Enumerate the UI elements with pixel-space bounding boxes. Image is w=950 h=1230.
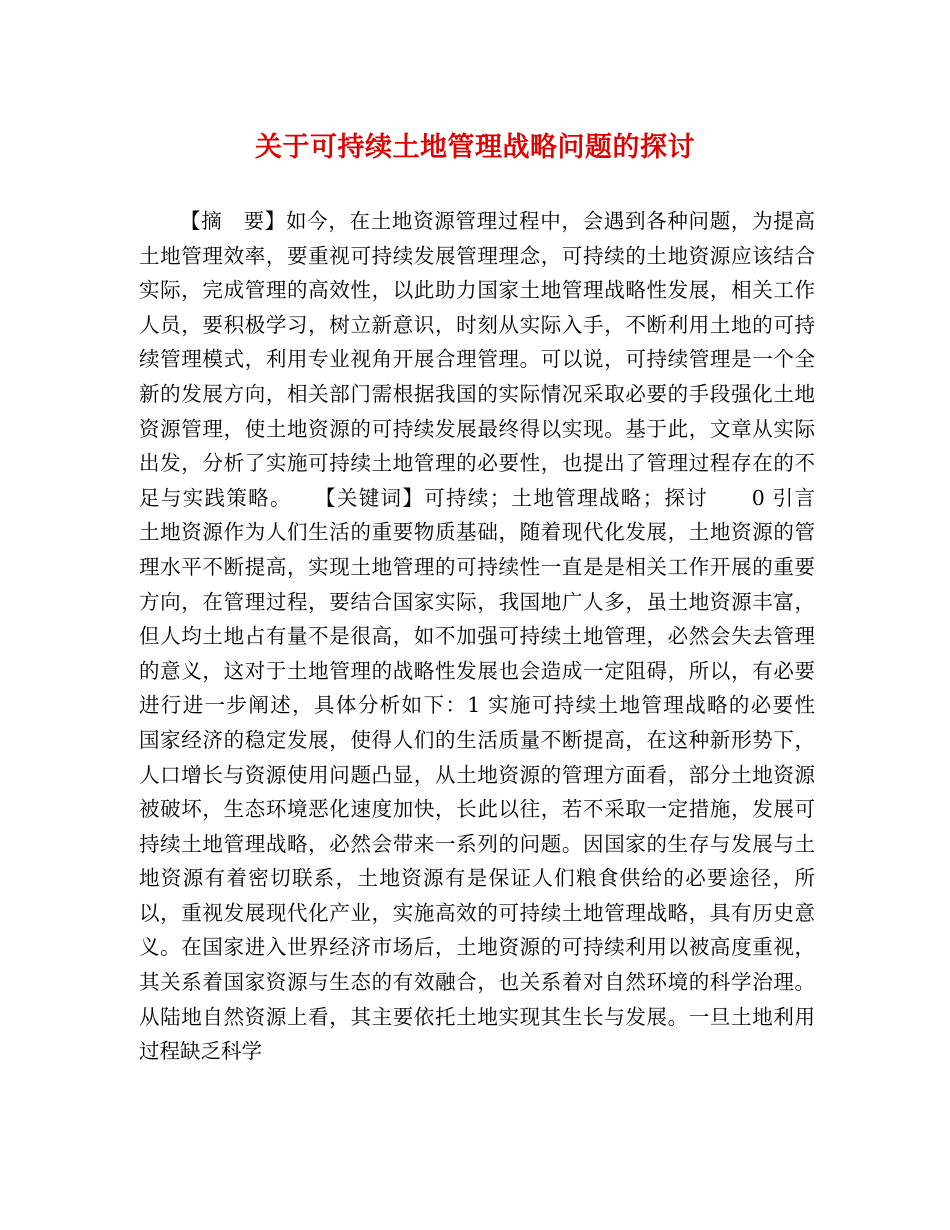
document-body: 【摘 要】如今，在土地资源管理过程中，会遇到各种问题，为提高土地管理效率，要重视可持续发展管理理念，可持续的土地资源应该结合实际，完成管理的高效性，以此助力国家土地管理战略性发展，相关工作人员，要积极学习，树立新意识，时刻从实际入手，不断利用土地的可持续管理模式，利用专业视角开展合理管理。可以说，可持续管理是一个全新的发展方向，相关部门需根据我国的实际情况采取必要的手段强化土地资源管理，使土地资源的可持续发展最终得以实现。基于此，文章从实际出发，分析了实施可持续土地管理的必要性，也提出了管理过程存在的不足与实践策略。 【关键词】可持续；土地管理战略；探讨 0 引言 土地资源作为人们生活的重要物质基础，随着现代化发展，土地资源的管理水平不断提高，实现土地管理的可持续性一直是是相关工作开展的重要方向，在管理过程，要结合国家实际，我国地广人多，虽土地资源丰富，但人均土地占有量不是很高，如不加强可持续土地管理，必然会失去管理的意义，这对于土地管理的战略性发展也会造成一定阻碍，所以，有必要进行进一步阐述，具体分析如下：1 实施可持续土地管理战略的必要性 国家经济的稳定发展，使得人们的生活质量不断提高，在这种新形势下，人口增长与资源使用问题凸显，从土地资源的管理方面看，部分土地资源被破坏，生态环境恶化速度加快，长此以往，若不采取一定措施，发展可持续土地管理战略，必然会带来一系列的问题。因国家的生存与发展与土地资源有着密切联系，土地资源有是保证人们粮食供给的必要途径，所以，重视发展现代化产业，实施高效的可持续土地管理战略，具有历史意义。在国家进入世界经济市场后，土地资源的可持续利用以被高度重视，其关系着国家资源与生态的有效融合，也关系着对自然环境的科学治理。从陆地自然资源上看，其主要依托土地实现其生长与发展。一旦土地利用过程缺乏科学 [139, 209, 856, 1064]
document-title: 关于可持续土地管理战略问题的探讨 [255, 132, 695, 163]
